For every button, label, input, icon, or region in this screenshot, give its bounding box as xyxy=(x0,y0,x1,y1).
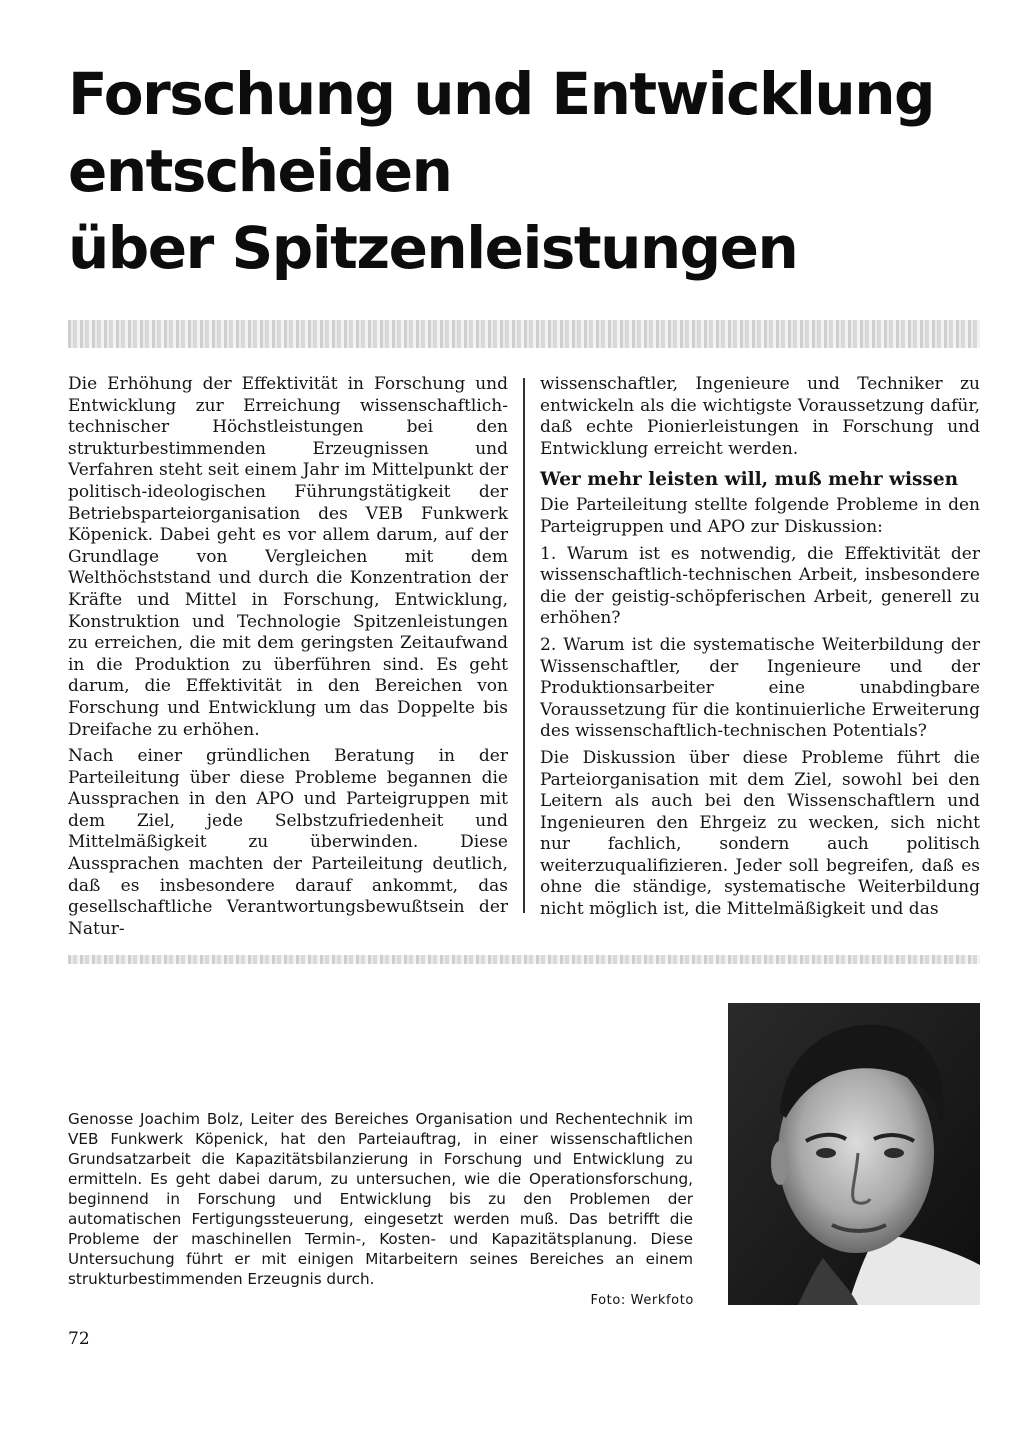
column-divider xyxy=(523,378,525,913)
headline-line: Forschung und Entwicklung xyxy=(68,60,935,128)
article-headline xyxy=(68,56,988,287)
paragraph: 1. Warum ist es notwendig, die Effektivität der wissenschaftlich-technischen Arbeit, insbesondere die der geistig-schöpferischen Arbeit, generell zu erhöhen? xyxy=(540,543,980,629)
photo-credit: Foto: Werkfoto xyxy=(590,1293,694,1308)
article-column-right xyxy=(540,374,980,926)
article-column-left xyxy=(68,374,508,945)
portrait-photo xyxy=(728,1003,980,1305)
paragraph: Die Diskussion über diese Probleme führt die Parteiorganisation mit dem Ziel, sowohl bei den Leitern als auch bei den Wissenschaftlern und Ingenieuren den Ehrgeiz zu wecken, sich nicht nur fachlich, sondern auch politisch weiterzuqualifizieren. Jeder soll begreifen, daß es ohne die ständige, systematische Weiterbildung nicht möglich ist, die Mittelmäßigkeit und das xyxy=(540,747,980,920)
photo-caption: Genosse Joachim Bolz, Leiter des Bereiches Organisation und Rechentechnik im VEB Funkwerk Köpenick, hat den Parteiauftrag, in einer wissenschaftlichen Grundsatzarbeit die Kapazitätsbilanzierung in Forschung und Entwicklung zu ermitteln. Es geht dabei darum, zu untersuchen, wie die Operationsforschung, beginnend in Forschung und Entwicklung bis zu den Problemen der automatischen Fertigungssteuerung, eingesetzt werden muß. Das betrifft die Probleme der maschinellen Termin-, Kosten- und Kapazitätsplanung. Diese Untersuchung führt er mit einigen Mitarbeitern seines Bereiches an einem strukturbestimmenden Erzeugnis durch. xyxy=(68,1110,693,1288)
page-number: 72 xyxy=(68,1329,90,1349)
headline-line: über Spitzenleistungen xyxy=(68,214,798,282)
portrait-illustration xyxy=(728,1003,980,1305)
decorative-rule-middle xyxy=(68,955,980,964)
paragraph: Die Erhöhung der Effektivität in Forschung und Entwicklung zur Erreichung wissenschaftlich-technischer Höchstleistungen bei den strukturbestimmenden Erzeugnissen und Verfahren steht seit einem Jahr im Mittelpunkt der politisch-ideologischen Führungstätigkeit der Betriebsparteiorganisation des VEB Funkwerk Köpenick. Dabei geht es vor allem darum, auf der Grundlage von Vergleichen mit dem Welthöchststand und durch die Konzentration der Kräfte und Mittel in Forschung, Entwicklung, Konstruktion und Technologie Spitzenleistungen zu erreichen, die mit dem geringsten Zeitaufwand in die Produktion zu überführen sind. Es geht darum, die Effektivität in den Bereichen von Forschung und Entwicklung um das Doppelte bis Dreifache zu erhöhen. xyxy=(68,374,508,740)
paragraph: Nach einer gründlichen Beratung in der Parteileitung über diese Probleme begannen die Aussprachen in den APO und Parteigruppen mit dem Ziel, jede Selbstzufriedenheit und Mittelmäßigkeit zu überwinden. Diese Aussprachen machten der Parteileitung deutlich, daß es insbesondere darauf ankommt, das gesellschaftliche Verantwortungsbewußtsein der Natur- xyxy=(68,746,508,939)
paragraph: wissenschaftler, Ingenieure und Techniker zu entwickeln als die wichtigste Voraussetzung dafür, daß echte Pionierleistungen in Forschung und Entwicklung erreicht werden. xyxy=(540,374,980,459)
decorative-rule-top xyxy=(68,320,980,348)
paragraph: 2. Warum ist die systematische Weiterbildung der Wissenschaftler, der Ingenieure und der Produktionsarbeiter eine unabdingbare Voraussetzung für die kontinuierliche Erweiterung des wissenschaftlich-technischen Potentials? xyxy=(540,634,980,742)
section-subheading: Wer mehr leisten will, muß mehr wissen xyxy=(540,469,959,491)
headline-line: entscheiden xyxy=(68,137,452,205)
paragraph: Die Parteileitung stellte folgende Probleme in den Parteigruppen und APO zur Diskussion: xyxy=(540,495,980,537)
